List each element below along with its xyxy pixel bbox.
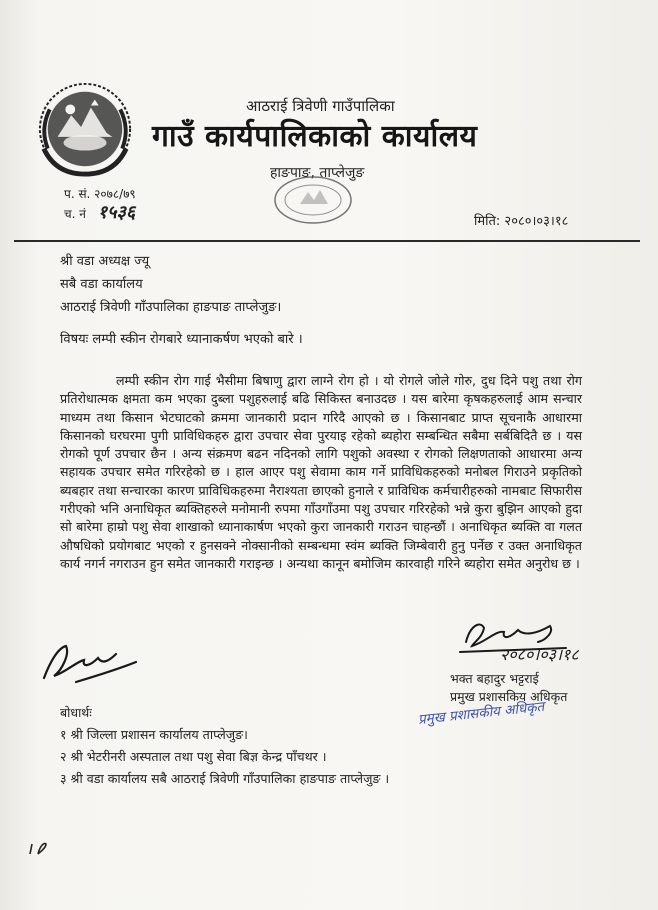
addressee-line-2: सबै वडा कार्यालय (60, 277, 143, 292)
cc-item: २ श्री भेटरीनरी अस्पताल तथा पशु सेवा बिज्ञ केन्द्र पाँचथर । (60, 749, 327, 764)
left-signature-icon (36, 632, 146, 688)
nepal-emblem-icon (36, 80, 134, 178)
fiscal-year-ref: प. सं. २०७८/७९ (64, 187, 136, 201)
officer-designation: प्रमुख प्रशासकिय अधिकृत (450, 689, 568, 704)
dispatch-label: च. नं (64, 207, 86, 221)
letter-date: मिति: २०८०।०३।१८ (474, 214, 569, 229)
cc-item: ३ श्री वडा कार्यालय सबै आठराई त्रिवेणी गाँउपालिका हाङपाङ ताप्लेजुङ । (60, 771, 390, 786)
designation-stamp: प्रमुख प्रशासकीय अधिकृत (417, 698, 545, 728)
municipality-name: आठराई त्रिवेणी गाउँपालिका (246, 97, 395, 115)
signature-date: २०८०।०३।१८ (500, 645, 579, 664)
office-address: हाङपाङ, ताप्लेजुङ (270, 165, 365, 181)
cc-heading: बोधार्थः (60, 705, 92, 720)
addressee-line-3: आठराई त्रिवेणी गाँउपालिका हाङपाङ ताप्लेजुङ। (60, 300, 282, 315)
office-seal-stamp (272, 174, 354, 226)
dispatch-number: १५३६ (97, 202, 136, 223)
addressee-line-1: श्री वडा अध्यक्ष ज्यू (60, 254, 150, 269)
body-paragraph: लम्पी स्कीन रोग गाई भैसीमा बिषाणु द्वारा लाग्ने रोग हो । यो रोगले जोले गोरु, दुध दिने पशु तथा रोग प्रतिरोधात्मक क्षमता कम भएका दुब्ला पशुहरुलाई बढि सिकिस्त बनाउदछ । यस बारेमा कृषकहरुलाई आम सन्चार माध्यम तथा किसान भेटघाटको क्रममा जानकारी प्रदान गरिदै आएको छ । किसानबाट प्राप्त सूचनाकै आधारमा किसानको घरघरमा पुगी प्राविधिकहरु द्वारा उपचार सेवा पुरयाइ रहेको ब्यहोरा सम्बन्धित सबैमा सर्बबिदितै छ । यस रोगको पूर्ण उपचार छैन । अन्य संक्रमण बढन नदिनको लागि पशुको अवस्था र रोगको लिक्षणताको आधारमा अन्य सहायक उपचार समेत गरिरहेको छ । हाल आएर पशु सेवामा काम गर्ने प्राविधिकहरुको मनोबल गिराउने प्रकृतिको ब्यबहार तथा सन्चारका कारण प्राविधिकहरुमा नैराश्यता छाएको हुनाले र प्राविधिक कर्मचारीहरुको नामबाट सिफारीस गरीएको भनि अनाधिकृत ब्यक्तिहरुले मनोमानी रुपमा गाँउगाँउमा पशु उपचार गरिरहेको भन्ने कुरा बुझिन आएको हुदा सो बारेमा हाम्रो पशु सेवा शाखाको ध्यानाकार्षण भएको कुरा जानकारी गराउन चाहन्छौं । अनाधिकृत ब्यक्ति वा गलत औषधिको प्रयोगबाट भएको र हुनसक्ने नोक्सानीको सम्बन्धमा स्वंम ब्यक्ति जिम्बेवारी हुनु पर्नेछ र उक्त अनाधिकृत कार्य नगर्न नगराउन हुन समेत जानकारी गराइन्छ । अन्यथा कानून बमोजिम कारवाही गरिने ब्यहोरा समेत अनुरोध छ । (60, 373, 582, 571)
header-divider (14, 240, 640, 242)
office-title: गाउँ कार्यपालिकाको कार्यालय (152, 119, 478, 154)
letter-body (60, 372, 582, 573)
margin-pen-mark-icon (26, 838, 54, 858)
letter-subject: विषयः लम्पी स्कीन रोगबारे ध्यानाकर्षण भएको बारे । (60, 332, 303, 347)
dispatch-number-row (64, 200, 135, 224)
officer-name: भक्त बहादुर भट्टराई (450, 671, 539, 686)
cc-item: १ श्री जिल्ला प्रशासन कार्यालय ताप्लेजुङ। (60, 727, 248, 742)
